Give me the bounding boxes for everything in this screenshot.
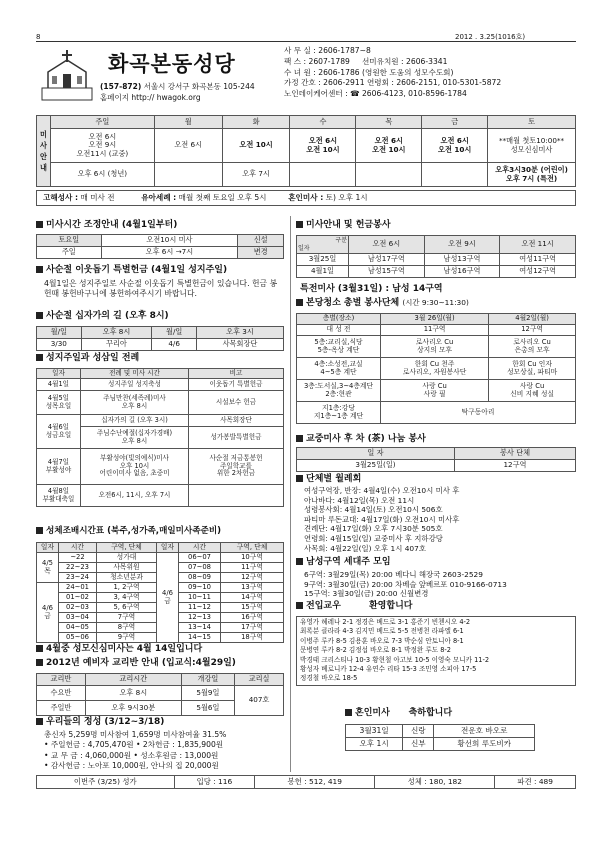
- tea-title: 교중미사 후 차 (茶) 나눔 봉사: [296, 434, 426, 444]
- offering-title: 미사안내 및 헌금봉사: [296, 220, 391, 230]
- groups-lines: 여성구역장, 반장: 4월4일(수) 오전10시 미사 후 아나바다: 4월12일(목) 오전 11시 성령봉사회: 4월14일(토) 오전10시 506호 파티마 루돈교대: 4월17일(화) 오전10시 미사후 견례단: 4월17일(화) 오후 7시30분 505호 연령회: 4월15일(일) 교중미사 후 지하강당 사목회: 4월22일(일) 오후 1시 407호: [304, 486, 460, 553]
- finance-lines: 총신자 5,259명 미사참여 1,659명 미사참여율 31.5% • 주일헌금 : 4,705,470원 • 2차헌금 : 1,835,900원 • 교 무 금 : 4,060,000원 • 성소후원금 : 13,000원 • 감사헌금 : 노아포 10,000원, 안나의 집 20,000원: [44, 730, 227, 771]
- cross-title: 사순절 십자가의 길 (오후 8시): [36, 311, 169, 321]
- mass-schedule-table: 미사안내 주일 월 화 수 목 금 토 오전 6시 오전 9시 오전11시 (교중) 오전 6시 오전 10시 오전 6시 오전 10시 오전 6시 오전 10시 오전 6시 오전 10시 **매월 첫토10:00** 성모신심미사 오후 6시 (청년) 오후 7시 오후3시30분 (어린이) 오후 7시 (특전): [36, 115, 576, 187]
- neighbor-title: 사순절 이웃돕기 특별헌금 (4월1일 성지주일): [36, 265, 227, 275]
- holy-week-table: 일자 전례 및 미사 시간 비고 4월1일 성지주일 성지축성 이웃돕기 특별헌금 4월5일 성목요일 주님만찬(세족례)미사 오후 8시 시설보수 헌금 4월6일 성금요일 십자가의 길 (오후 3시) 사목회장단 주님수난예절(십자가경배) 오후 8시 성가봉발특별헌금 4월7일 부활성야 부활성야(빛의예식)미사 오후 10시 어린이미사 없음, 초중미 사순절 저금통봉헌 주일학교를 위한 2차헌금 4월8일 부활대축일 오전6시, 11시, 오후 7시: [36, 368, 284, 507]
- cleaning-table: 층별(장소) 3월 26일(월) 4월2일(월) 대 성 전 11구역 12구역 5층:교리실,식당 5층-옥상 계단 로사리오 Cu 상지의 모후 로사리오 Cu 은총의 모후 4층:소성전,교실 4~5층 계단 한회 Cu 천주 로사리오, 자원봉사단 한회 Cu 인자 성모상실, 파티마 3층:도서실,3~4층계단 2층:현관 사랑 Cu 사랑 필 사랑 Cu 신비 지혜 성실 지1층:강당 지1층~1층 계단 탁구동아리: [296, 313, 576, 424]
- adoration-table: 일자 시간 구역, 단체 일자 시간 구역, 단체 4/5 목 ~22 성가대 4/6 금 06~07 10구역 22~23 사목위원 07~08 11구역 23~24 청소년분과 08~09 12구역 4/6 금 24~01 1, 2구역 09~10 13구역 01~02 3, 4구역 10~11 14구역 02~03 5, 6구역 11~12 15구역 03~04 7구역 12~13 16구역 04~05 8구역 13~14 17구역 05~06 9구역 14~15 18구역: [36, 542, 284, 643]
- parish-address: (157-872) 서울시 강서구 화곡본동 105-244: [100, 82, 255, 91]
- contact-block: 사 무 실 : 2606-1787~8 팩 스 : 2607-1789 선미유치원 : 2606-3341 수 녀 원 : 2606-1786 (영원한 도움의 성모수도회) 가정 간호 : 2606-2911 연령회 : 2606-2151, 010-5301-5872 노인데이케어센터 : ☎ 2606-4123, 010-8596-1784: [284, 46, 502, 99]
- parish-homepage[interactable]: 홈페이지 http:// hwagok.org: [100, 93, 201, 102]
- sacrament-info: 고해성사 : 매 미사 전 유아세례 : 매월 첫째 토요일 오후 5시 혼인미사 : 토) 오후 1시: [36, 190, 576, 206]
- mass-side-label: 미사안내: [37, 116, 51, 187]
- neighbor-text: 4월1일은 성지주일로 사순절 이웃돕기 특별헌금이 있습니다. 헌금 봉헌때 봉헌바구니에 봉헌하여주시기 바랍니다.: [44, 279, 278, 298]
- wedding-table: 3월31일 신랑 전운호 바오로 오후 1시 신부 황선희 루도비카: [345, 724, 535, 751]
- hymn-bar: 이번주 (3/25) 성가 입당 : 116 봉헌 : 512, 419 성체 : 180, 182 파견 : 489: [36, 775, 576, 789]
- classes-title: 2012년 예비자 교리반 안내 (입교식:4월29일): [36, 658, 236, 668]
- holy-week-title: 성지주일과 성삼일 전례: [36, 353, 139, 363]
- issue-date: 2012 . 3.25(1016호): [455, 33, 526, 41]
- wedding-title: 혼인미사 축하합니다: [345, 708, 452, 718]
- missions-lines: 6구역: 3월29일(목) 20:00 베다니 해장국 2603-2529 9구역: 3월30일(금) 20:00 차베슬 앞베르포 010-9166-0713 15구역: 3월30일(금) 20:00 신월변경: [304, 570, 507, 599]
- page-number: 8: [36, 33, 41, 41]
- parish-title: 화곡본동성당: [108, 51, 236, 76]
- devotion-title: 4월중 성모신심미사는 4월 14일입니다: [36, 644, 202, 654]
- welcome-list: 유영가 헤레나 2-1 정경은 베드로 3-1 홍준기 빈첸시오 4-2 최록분 클라라 4-3 김지민 베드로 5-5 전병천 라파엘 6-1 이병주 루카 8-5 김용훈 바오로 7-3 박순심 안토니아 8-1 문병연 루카 8-2 김정섭 바오로 8-1 박정완 루도 8-2 박경태 크리스티나 10-3 황현철 아고보 10-5 이영숙 모니카 11-2 황성자 베로니카 12-4 유연수 리타 15-3 조민영 소피아 17-5 정경철 바오로 18-5: [296, 616, 576, 686]
- classes-table: 교리반 교리시간 개강일 교리실 수요반 오후 8시 5월9일 407호 주일반 오후 9시30분 5월6일: [36, 673, 284, 716]
- adoration-title: 성체조배시간표 (북주,성가족,매일미사족준비): [36, 527, 221, 537]
- special-mass: 특전미사 (3월31일) : 남성 14구역: [300, 284, 443, 294]
- adjust-title: 미사시간 조정안내 (4월1일부터): [36, 220, 177, 230]
- offering-table: 구분 일자 오전 6시 오전 9시 오전 11시 3월25일 남성17구역 남성13구역 여성11구역 4월1일 남성15구역 남성16구역 여성12구역: [296, 235, 576, 278]
- cleaning-title: 본당청소 총별 봉사단체 (시간 9:30~11:30): [296, 298, 469, 308]
- church-logo-icon: [38, 48, 96, 102]
- cross-table: 월/일 오후 8시 월/일 오후 3시 3/30 꾸리아 4/6 사목회장단: [36, 326, 284, 351]
- welcome-title: 전입교우 환영합니다: [296, 601, 412, 611]
- adjust-table: 토요일 오전10시 미사 신설 주일 오후 6시 →7시 변경: [36, 234, 284, 259]
- groups-title: 단체별 월례회: [296, 474, 361, 484]
- finance-title: 우리들의 정성 (3/12~3/18): [36, 717, 164, 727]
- tea-table: 일 자 봉사 단체 3월25일(일) 12구역: [296, 447, 576, 472]
- missions-title: 남성구역 세대주 모임: [296, 557, 391, 567]
